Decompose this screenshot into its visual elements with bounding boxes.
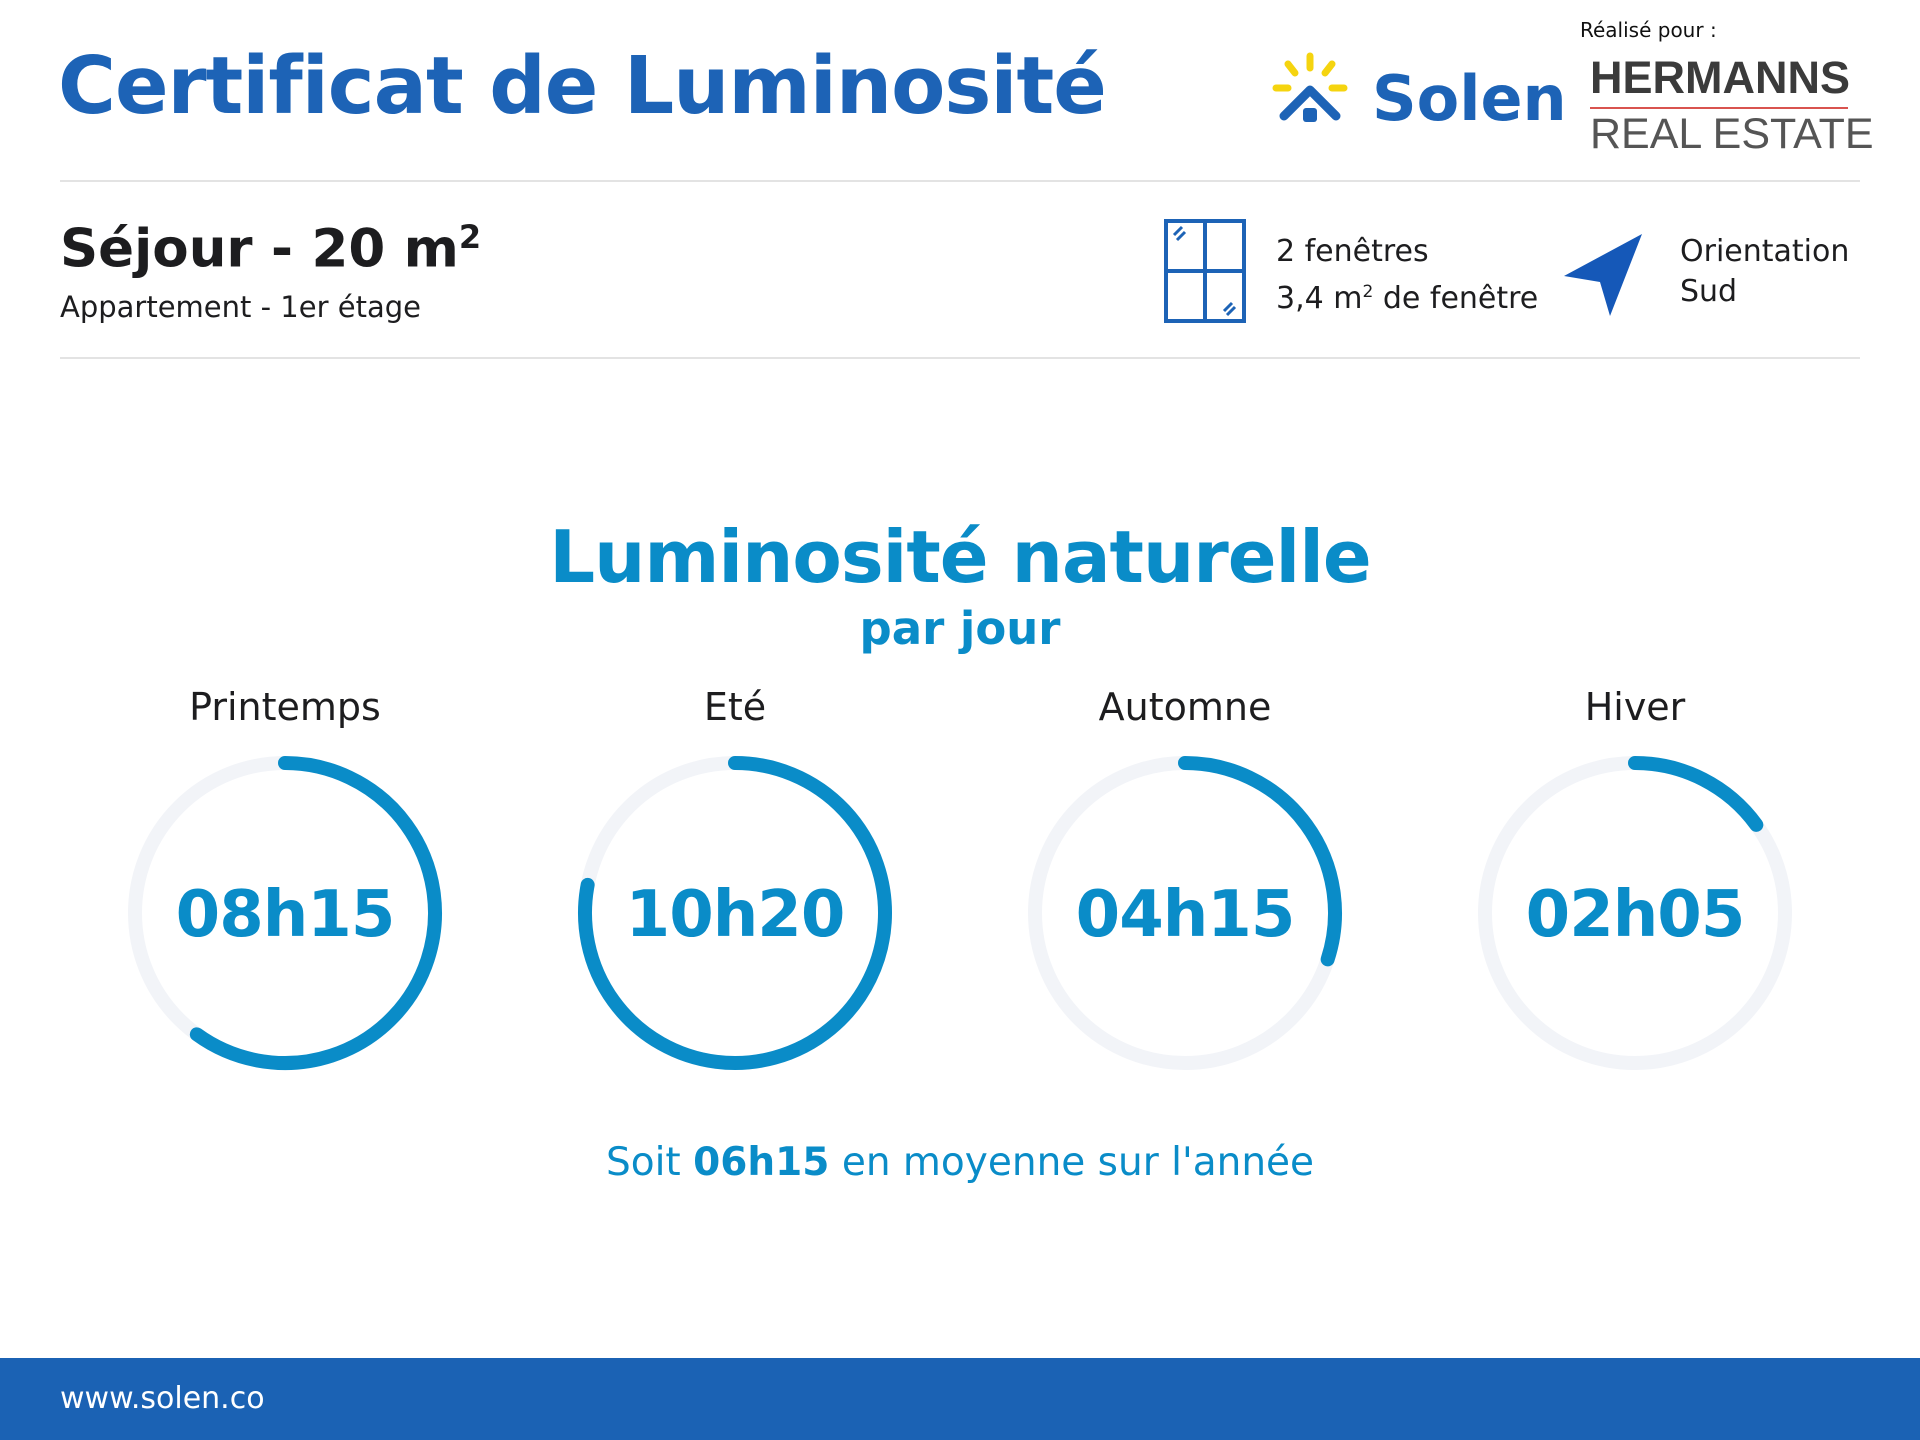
average-value: 06h15 (693, 1140, 830, 1185)
made-for-label: Réalisé pour : (1580, 18, 1717, 42)
client-logo-subtitle: REAL ESTATE (1590, 110, 1874, 158)
brand-name: Solen (1372, 62, 1567, 135)
gauge-value-hiver: 02h05 (1525, 878, 1745, 952)
orientation-value: Sud (1680, 274, 1738, 309)
header-divider (60, 180, 1860, 182)
window-area: 3,4 $m^2$ de fenêtre (1276, 281, 1539, 316)
season-label-automne: Automne (1098, 685, 1272, 729)
windows-count: 2 fenêtres (1276, 234, 1429, 269)
orientation-arrow-icon (1560, 230, 1650, 320)
document-title: Certificat de Luminosité (58, 40, 1106, 132)
footer-link[interactable]: www.solen.co (60, 1381, 265, 1416)
gauge-value-automne: 04h15 (1075, 878, 1295, 952)
client-logo-name: HERMANNS (1590, 52, 1851, 103)
season-label-hiver: Hiver (1584, 685, 1686, 729)
room-subtitle: Appartement - 1er étage (60, 290, 421, 324)
area-exponent: 2 (458, 218, 482, 256)
room-divider (60, 357, 1860, 359)
section-title: Luminosité naturelle (549, 515, 1371, 599)
gauge-value-printemps: 08h15 (175, 878, 395, 952)
window-info (1276, 232, 1538, 319)
section-subtitle: par jour (859, 602, 1061, 655)
yearly-average: Soit 06h15 en moyenne sur l'année (605, 1140, 1315, 1185)
gauge-arc (1635, 763, 1756, 825)
window-icon (1164, 219, 1246, 323)
season-label-printemps: Printemps (189, 685, 381, 729)
room-title: Séjour - 20 $m^2$ (60, 218, 482, 280)
season-label-ete: Eté (703, 685, 767, 729)
client-logo-divider (1590, 107, 1848, 109)
orientation-label: Orientation (1680, 234, 1850, 269)
gauge-value-ete: 10h20 (625, 878, 845, 952)
orientation-info (1680, 232, 1849, 312)
footer-bar (0, 1358, 1920, 1440)
